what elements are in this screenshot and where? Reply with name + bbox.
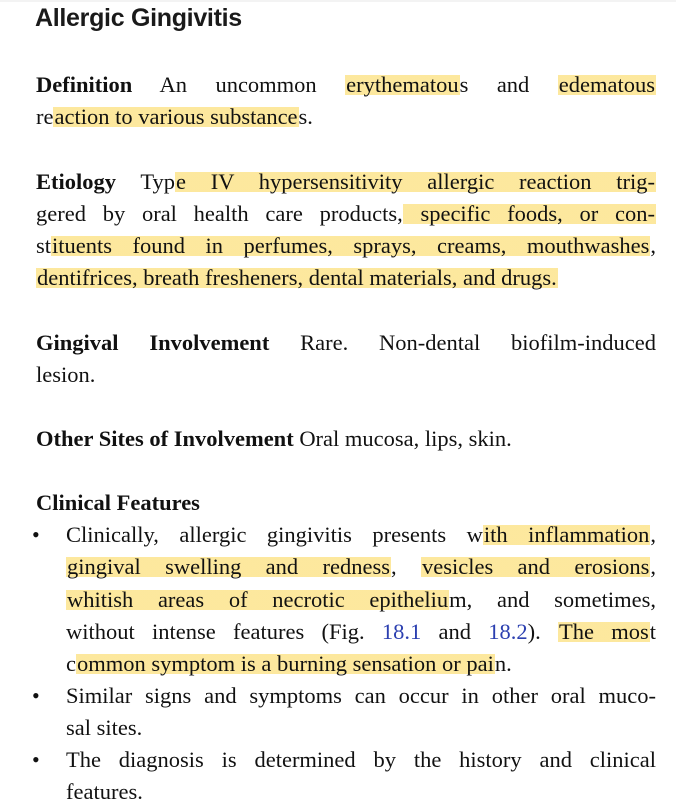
clinical-text: ,	[650, 554, 657, 579]
clinical-text: m, and sometimes,	[449, 587, 656, 612]
highlight: specific foods, or con-	[403, 201, 655, 226]
gingival-heading: Gingival Involvement	[36, 330, 270, 355]
clinical-bullet-2-line-2: sal sites.	[66, 715, 143, 740]
clinical-bullet-1-line-4	[66, 617, 656, 647]
highlight: erythematou	[346, 72, 459, 97]
etiology-line-2	[36, 199, 656, 229]
definition-text: re	[36, 104, 54, 129]
highlight: whitish areas of necrotic epitheliu	[67, 587, 449, 612]
definition-text: s and	[459, 72, 558, 97]
clinical-bullet-1-line-5	[66, 649, 656, 679]
other-sites-heading: Other Sites of Involvement	[36, 426, 294, 451]
clinical-bullet-2-line-1: Similar signs and symptoms can occur in other oral muco-	[66, 683, 656, 708]
definition-line-1	[36, 70, 656, 100]
other-sites-line	[36, 424, 656, 454]
clinical-heading-line	[36, 488, 656, 518]
figure-link-18-2[interactable]: 18.2	[488, 619, 528, 644]
highlight: e IV hypersensitivity allergic reaction trig-	[176, 169, 655, 194]
gingival-text: lesion.	[36, 362, 96, 387]
highlight: ommon symptom is a burning sensation or pai	[77, 651, 494, 676]
highlight: ituents found in perfumes, sprays, creams, mouthwashes	[52, 233, 650, 258]
etiology-text: st	[36, 233, 52, 258]
figure-link-18-1[interactable]: 18.1	[381, 619, 422, 644]
bullet-2: •	[32, 683, 40, 708]
clinical-text: ,	[391, 554, 421, 579]
definition-text: s.	[298, 104, 313, 129]
other-sites-text: Oral mucosa, lips, skin.	[293, 426, 512, 451]
etiology-line-3	[36, 231, 656, 261]
clinical-text: ).	[527, 619, 558, 644]
clinical-text: ,	[650, 522, 656, 547]
clinical-bullet-1-line-2	[66, 552, 656, 582]
etiology-line-4	[36, 263, 656, 293]
clinical-text: c	[66, 651, 76, 676]
gingival-text: Rare. Non-dental biofilm-induced	[269, 330, 656, 355]
highlight: vesicles and erosions	[421, 554, 650, 579]
clinical-text: and	[421, 619, 489, 644]
etiology-line-1	[36, 167, 656, 197]
bullet-1: •	[32, 522, 40, 547]
definition-heading: Definition	[36, 72, 133, 97]
highlight: edematous	[558, 72, 655, 97]
top-divider	[0, 0, 676, 2]
page-title: Allergic Gingivitis	[35, 4, 242, 32]
etiology-text: ,	[650, 233, 656, 258]
highlight: action to various substance	[54, 104, 298, 129]
clinical-text: n.	[494, 651, 512, 676]
clinical-bullet-1-line-1	[66, 520, 656, 550]
highlight: ith inflammation	[483, 522, 650, 547]
clinical-bullet-3-line-1: The diagnosis is determined by the history and clinical	[66, 747, 656, 772]
clinical-bullet-3-line-2: features.	[66, 779, 143, 804]
gingival-line-2	[36, 360, 656, 390]
etiology-heading: Etiology	[36, 169, 117, 194]
clinical-text: t	[649, 619, 656, 644]
clinical-heading: Clinical Features	[36, 490, 200, 515]
definition-text: An uncommon	[132, 72, 346, 97]
highlight: The mos	[558, 619, 649, 644]
highlight: gingival swelling and redness	[67, 554, 390, 579]
clinical-text: without intense features (Fig.	[66, 619, 382, 644]
clinical-text: Clinically, allergic gingivitis presents w	[66, 522, 483, 547]
etiology-text: Typ	[116, 169, 176, 194]
bullet-3: •	[32, 747, 40, 772]
highlight: dentifrices, breath fresheners, dental materials, and drugs.	[37, 265, 557, 290]
gingival-line-1	[36, 328, 656, 358]
clinical-bullet-1-line-3	[66, 585, 656, 615]
definition-line-2	[36, 102, 656, 132]
etiology-text: gered by oral health care products,	[36, 201, 403, 226]
